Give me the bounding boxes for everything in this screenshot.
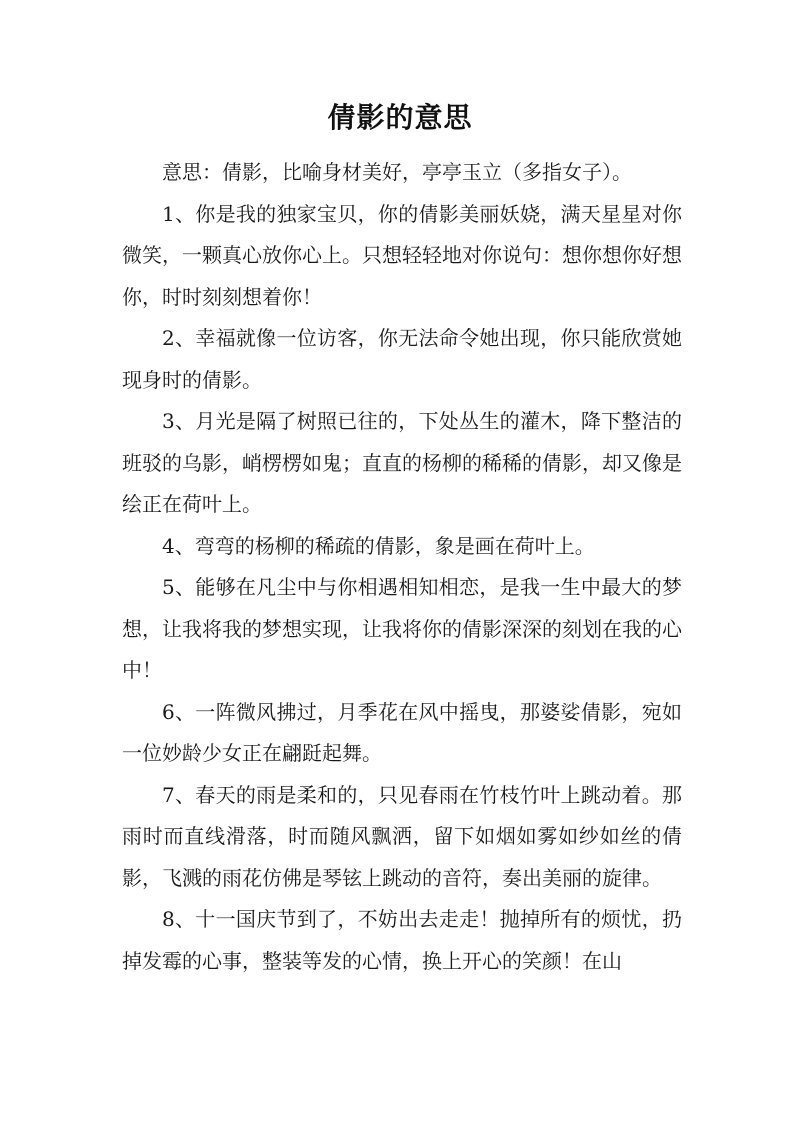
document-body [122,152,682,982]
paragraph-7: 7、春天的雨是柔和的，只见春雨在竹枝竹叶上跳动着。那雨时而直线滑落，时而随风飘洒，留下如烟如雾如纱如丝的倩影，飞溅的雨花仿佛是琴铉上跳动的音符，奏出美丽的旋律。 [122,782,682,890]
paragraph-4: 4、弯弯的杨柳的稀疏的倩影，象是画在荷叶上。 [162,533,595,558]
paragraph-8: 8、十一国庆节到了，不妨出去走走！抛掉所有的烦忧，扔掉发霉的心事，整装等发的心情，换上开心的笑颜！在山 [122,907,682,973]
paragraph-1: 1、你是我的独家宝贝，你的倩影美丽妖娆，满天星星对你微笑，一颗真心放你心上。只想轻轻地对你说句：想你想你好想你，时时刻刻想着你！ [122,201,682,309]
paragraph-5: 5、能够在凡尘中与你相遇相知相恋，是我一生中最大的梦想，让我将我的梦想实现，让我将你的倩影深深的刻划在我的心中！ [122,575,682,682]
paragraph-6: 6、一阵微风拂过，月季花在风中摇曳，那婆娑倩影，宛如一位妙龄少女正在翩跹起舞。 [122,699,682,765]
paragraph-definition: 意思：倩影，比喻身材美好，亭亭玉立（多指女子）。 [162,160,632,184]
paragraph-3: 3、月光是隔了树照已往的，下处丛生的灌木，降下整洁的班驳的乌影，峭楞楞如鬼；直直的杨柳的稀稀的倩影，却又像是绘正在荷叶上。 [122,409,682,516]
page-title: 倩影的意思 [327,101,473,134]
paragraph-2: 2、幸福就像一位访客，你无法命令她出现，你只能欣赏她现身时的倩影。 [122,326,682,392]
